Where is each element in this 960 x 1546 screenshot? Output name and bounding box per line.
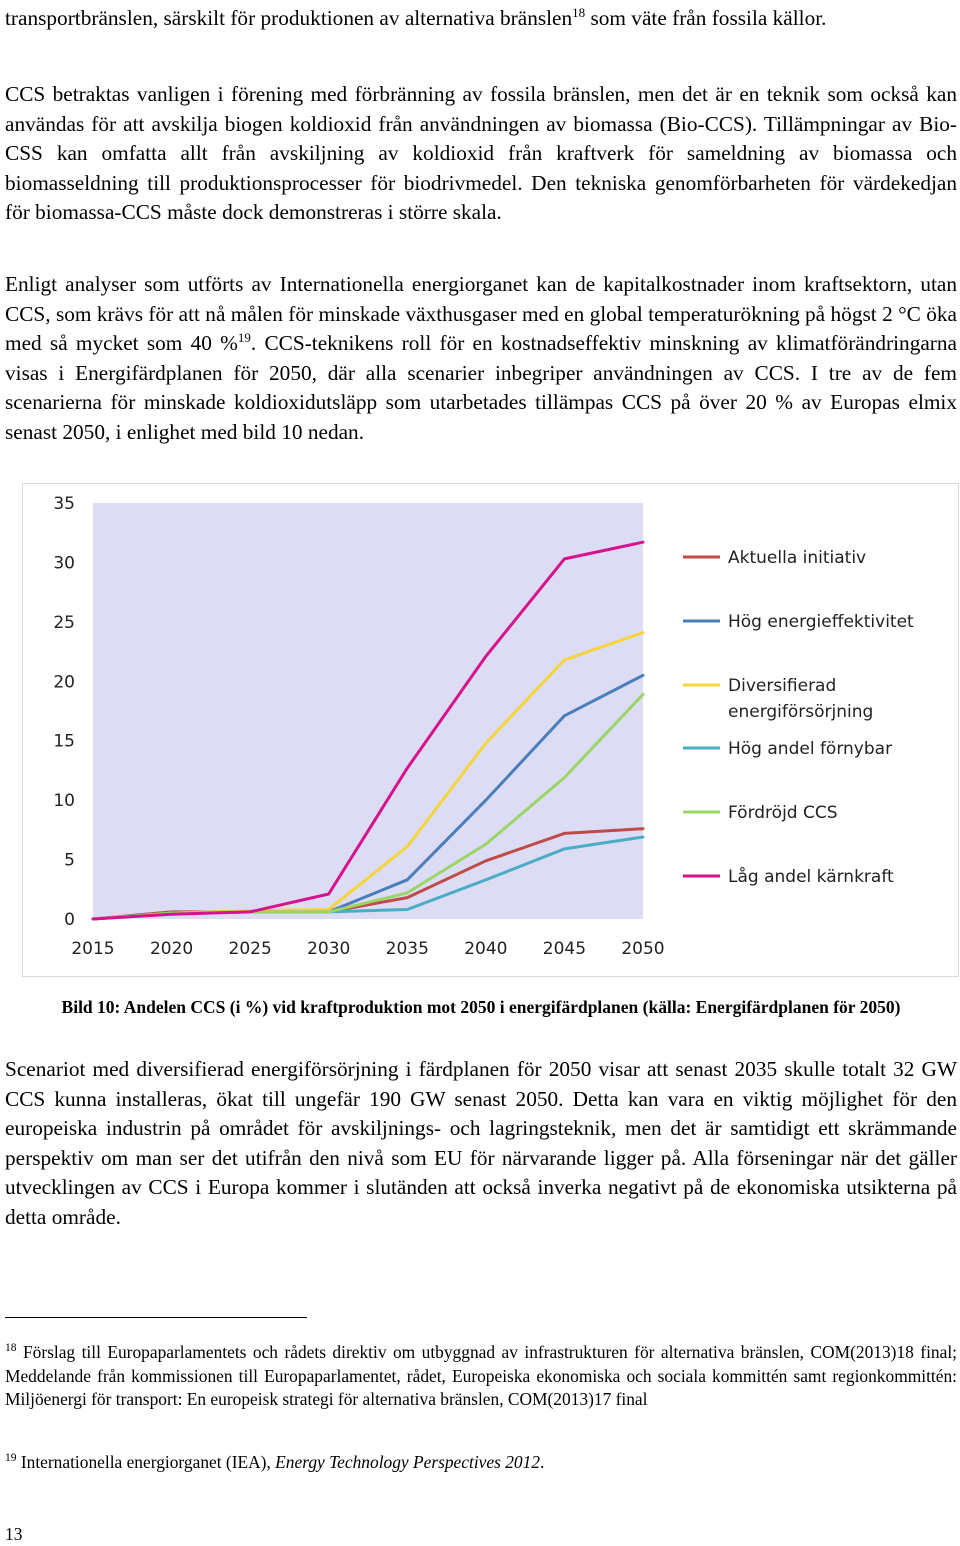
paragraph-1 — [5, 4, 957, 34]
paragraph-1-text-a: transportbränslen, särskilt för produktionen av alternativa bränslen — [5, 6, 573, 30]
legend-label: Hög andel förnybar — [728, 739, 893, 759]
x-tick-label: 2025 — [228, 939, 272, 959]
paragraph-3-text-b: . CCS-teknikens roll för en kostnadseffektiv minskning av klimatförändringarna visas i Energifärdplanen för 2050, där alla scenarier inbegriper användningen av CCS. I tre av de fem scenarierna för minskade koldioxidutsläpp som utarbetades tillämpas CCS på över 20 % av Europas elmix senast 2050, i enlighet med bild 10 nedan. — [5, 331, 957, 444]
footnote-divider — [5, 1317, 307, 1318]
footnote-18 — [5, 1341, 957, 1412]
footnote-ref-18[interactable]: 18 — [572, 4, 586, 20]
chart-svg — [23, 484, 958, 976]
x-tick-label: 2015 — [71, 939, 115, 959]
footnote-18-number: 18 — [5, 1342, 17, 1355]
y-tick-label: 25 — [53, 612, 75, 633]
y-tick-label: 35 — [53, 494, 75, 514]
footnote-19-number: 19 — [5, 1452, 17, 1465]
paragraph-4: Scenariot med diversifierad energiförsörjning i färdplanen för 2050 visar att senast 2035 skulle totalt 32 GW CCS kunna installeras, ökat till ungefär 190 GW senast 2050. Detta kan vara en viktig möjlighet för den europeiska industrin på området för avskiljnings- och lagringsteknik, men det är samtidigt ett skrämmande perspektiv om man ser det utifrån den nivå som EU för närvarande ligger på. Alla förseningar när det gäller utvecklingen av CCS i Europa kommer i slutänden att också inverka negativt på de ekonomiska utsikterna på detta område. — [5, 1057, 957, 1229]
y-tick-label: 0 — [64, 910, 75, 930]
footnote-19-text-a: Internationella energiorganet (IEA), — [16, 1452, 276, 1472]
y-tick-label: 15 — [53, 731, 75, 752]
paragraph-1-text-b: som väte från fossila källor. — [585, 6, 827, 30]
legend-label: Aktuella initiativ — [728, 548, 867, 568]
legend-label: Låg andel kärnkraft — [728, 867, 894, 887]
y-tick-label: 10 — [53, 791, 75, 812]
x-tick-label: 2050 — [621, 939, 665, 959]
x-tick-label: 2045 — [542, 939, 587, 959]
legend-label: Hög energieffektivitet — [728, 612, 914, 632]
x-tick-label: 2030 — [307, 939, 351, 959]
x-tick-label: 2035 — [385, 939, 429, 959]
ccs-share-chart — [22, 483, 959, 977]
footnote-19 — [5, 1451, 957, 1475]
x-tick-label: 2020 — [149, 939, 194, 959]
paragraph-3-text-a: Enligt analyser som utförts av Internationella energiorganet kan de kapitalkostnader inom kraftsektorn, utan CCS, som krävs för att nå målen för minskade växthusgaser med en global temperaturökning på högst 2 °C öka med så mycket som 40 % — [5, 272, 957, 356]
footnote-18-text: Förslag till Europaparlamentets och rådets direktiv om utbyggnad av infrastrukturen för alternativa bränslen, COM(2013)18 final; Meddelande från kommissionen till Europaparlamentet, rådet, Europeiska ekonomiska och sociala kommittén samt regionkommittén: Miljöenergi för transport: En europeisk strategi för alternativa bränslen, COM(2013)17 final — [5, 1342, 957, 1409]
paragraph-2: CCS betraktas vanligen i förening med förbränning av fossila bränslen, men det är en teknik som också kan användas för att avskilja biogen koldioxid från användningen av biomassa (Bio-CCS). Tillämpningar av Bio-CSS kan omfatta allt från avskiljning av koldioxid från kraftverk för sameldning av biomassa och biomasseldning till produktionsprocesser för biodrivmedel. Den tekniska genomförbarheten för värdekedjan för biomassa-CCS måste dock demonstreras i större skala. — [5, 82, 957, 225]
legend-label: energiförsörjning — [728, 702, 874, 722]
y-tick-label: 30 — [53, 553, 75, 574]
footnote-ref-19[interactable]: 19 — [237, 330, 251, 346]
y-tick-label: 20 — [53, 672, 75, 693]
y-tick-label: 5 — [64, 850, 75, 871]
figure-caption: Bild 10: Andelen CCS (i %) vid kraftproduktion mot 2050 i energifärdplanen (källa: Energifärdplanen för 2050) — [61, 997, 901, 1017]
legend-label: Diversifierad — [728, 676, 837, 696]
page-number: 13 — [5, 1524, 23, 1544]
legend-label: Fördröjd CCS — [728, 803, 838, 823]
x-tick-label: 2040 — [464, 939, 508, 959]
footnote-19-text-b: . — [540, 1452, 545, 1472]
paragraph-3 — [5, 270, 957, 448]
footnote-19-source-title: Energy Technology Perspectives 2012 — [275, 1452, 540, 1472]
